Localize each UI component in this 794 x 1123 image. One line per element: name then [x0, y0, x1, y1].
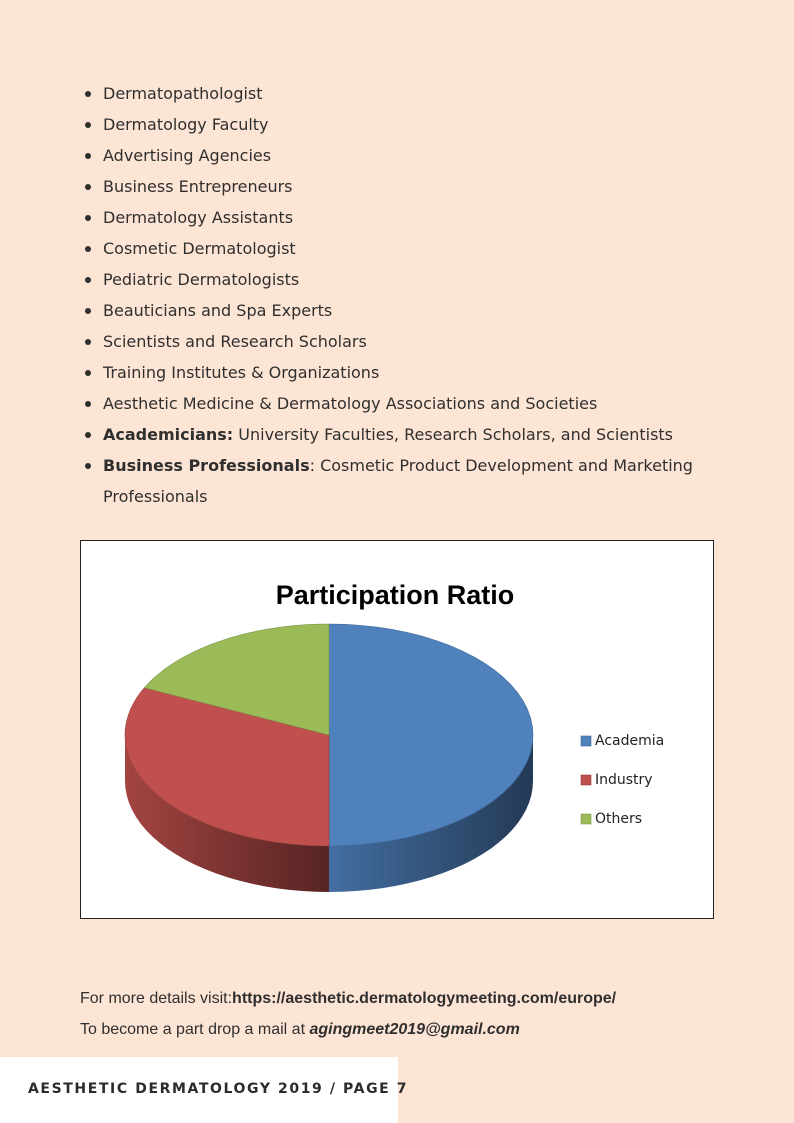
- list-item-text: Pediatric Dermatologists: [103, 270, 300, 289]
- footer-page-label: AESTHETIC DERMATOLOGY 2019 / PAGE 7: [28, 1081, 409, 1097]
- list-item: [80, 357, 720, 388]
- chart-legend: [581, 733, 664, 827]
- list-item: [80, 171, 720, 202]
- list-item: [80, 419, 720, 450]
- list-item: [80, 202, 720, 233]
- visit-prefix: For more details visit:: [80, 990, 233, 1007]
- list-item: [80, 78, 720, 109]
- list-item: [80, 264, 720, 295]
- list-item: [80, 388, 720, 419]
- legend-label-academia: Academia: [595, 733, 665, 749]
- participation-chart: [80, 540, 714, 919]
- footer-tab: [0, 1057, 409, 1123]
- pie-slices: [125, 624, 533, 846]
- chart-title: Participation Ratio: [275, 580, 515, 610]
- mail-line: [80, 1014, 616, 1045]
- legend-label-others: Others: [595, 811, 643, 827]
- list-item-text: Cosmetic Dermatologist: [103, 239, 296, 258]
- list-item-text: : Cosmetic Product Development and Marketing Professionals: [103, 456, 693, 506]
- list-item: [80, 295, 720, 326]
- list-item-text: Aesthetic Medicine & Dermatology Associations and Societies: [103, 394, 598, 413]
- list-item-text: Beauticians and Spa Experts: [103, 301, 333, 320]
- visit-line: [80, 983, 616, 1014]
- legend-swatch-others: [581, 814, 591, 824]
- list-item: [80, 450, 720, 512]
- list-item-text: Business Entrepreneurs: [103, 177, 293, 196]
- list-item: [80, 140, 720, 171]
- list-item-text: Dermatopathologist: [103, 84, 263, 103]
- list-item-text: Training Institutes & Organizations: [103, 363, 380, 382]
- legend-swatch-academia: [581, 736, 591, 746]
- audience-list: [80, 78, 720, 512]
- list-item-text: University Faculties, Research Scholars, and Scientists: [233, 425, 674, 444]
- list-item: [80, 109, 720, 140]
- mail-prefix: To become a part drop a mail at: [80, 1021, 310, 1038]
- contact-section: [80, 983, 616, 1045]
- visit-link[interactable]: https://aesthetic.dermatologymeeting.com/europe/: [232, 990, 617, 1007]
- list-item: [80, 233, 720, 264]
- list-item-text: Dermatology Assistants: [103, 208, 294, 227]
- list-item-text: Dermatology Faculty: [103, 115, 269, 134]
- legend-swatch-industry: [581, 775, 591, 785]
- list-item-text: Advertising Agencies: [103, 146, 272, 165]
- list-item-bold: Academicians:: [103, 425, 234, 444]
- legend-label-industry: Industry: [595, 772, 653, 788]
- list-item-bold: Business Professionals: [103, 456, 310, 475]
- list-item-text: Scientists and Research Scholars: [103, 332, 367, 351]
- pie-chart-svg: [81, 541, 713, 918]
- list-item: [80, 326, 720, 357]
- mail-link[interactable]: agingmeet2019@gmail.com: [309, 1021, 520, 1038]
